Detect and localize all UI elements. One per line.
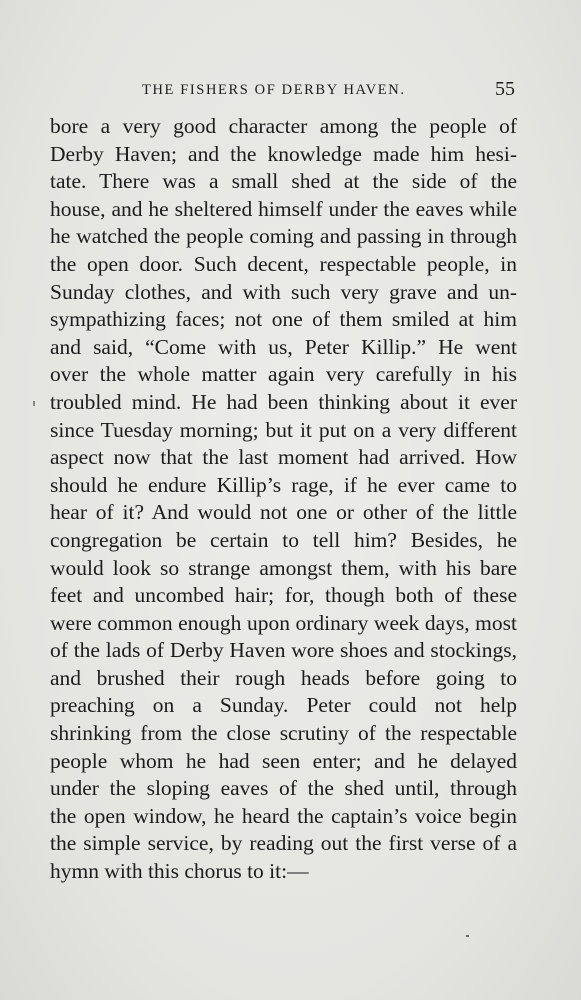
text-line: feet and uncombed hair; for, though both of these [50,583,517,608]
running-title: THE FISHERS OF DERBY HAVEN. [142,82,406,98]
text-line: troubled mind. He had been thinking about it ever [50,389,517,414]
text-line: tate. There was a small shed at the side of the [50,169,517,194]
text-line: house, and he sheltered himself under the eaves while [50,196,517,221]
body-text [50,113,517,886]
text-line: aspect now that the last moment had arrived. How [50,445,517,470]
print-speck [33,401,35,406]
text-line: bore a very good character among the people of [50,114,517,138]
text-line: over the whole matter again very carefully in his [50,362,517,387]
page-header [50,78,515,102]
text-line: people whom he had seen enter; and he delayed [50,748,517,773]
text-line: sympathizing faces; not one of them smiled at him [50,307,517,332]
text-line: congregation be certain to tell him? Besides, he [50,527,517,552]
text-line: the open window, he heard the captain’s voice begin [50,803,517,828]
text-line: the open door. Such decent, respectable people, in [50,251,517,276]
text-line: and brushed their rough heads before going to [50,665,517,690]
text-line: and said, “Come with us, Peter Killip.” He went [50,334,517,359]
text-line: since Tuesday morning; but it put on a very different [50,417,517,442]
text-line: shrinking from the close scrutiny of the respectable [50,721,517,746]
page-number: 55 [495,78,515,100]
text-line: would look so strange amongst them, with his bare [50,555,517,580]
text-line: were common enough upon ordinary week days, most [50,610,517,635]
text-line: hear of it? And would not one or other of the little [50,500,517,525]
text-line: preaching on a Sunday. Peter could not help [50,693,517,718]
text-line: should he endure Killip’s rage, if he ever came to [50,472,517,497]
text-line: of the lads of Derby Haven wore shoes and stockings, [50,638,517,663]
text-line: hymn with this chorus to it:— [50,859,309,884]
text-line: he watched the people coming and passing in through [50,224,517,249]
text-line: Derby Haven; and the knowledge made him hesi- [50,141,517,166]
text-line: under the sloping eaves of the shed until, through [50,776,517,801]
print-speck [466,935,469,937]
text-line: the simple service, by reading out the first verse of a [50,831,517,856]
text-line: Sunday clothes, and with such very grave and un- [50,279,517,304]
